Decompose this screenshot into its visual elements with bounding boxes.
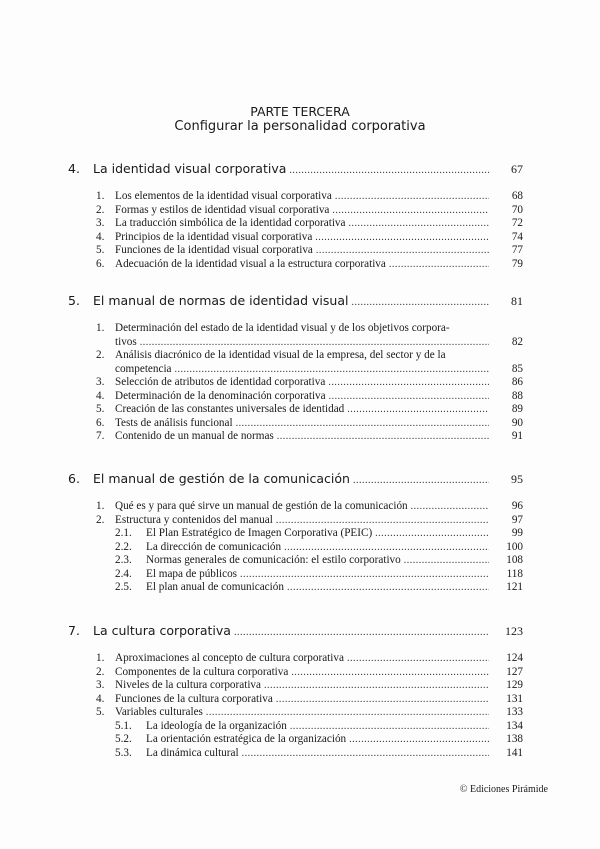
entry-page: 133: [506, 706, 523, 718]
entry-page: 70: [511, 203, 523, 216]
entry-number: 2.: [96, 513, 105, 526]
chapter-heading[interactable]: [68, 470, 525, 488]
dot-leader: [287, 581, 489, 595]
entry-number: 2.1.: [115, 527, 132, 539]
part-header: [0, 104, 600, 134]
toc-subentry[interactable]: [68, 541, 525, 555]
entry-title: tivos: [115, 335, 137, 348]
entry-page: 74: [511, 230, 523, 243]
entry-title: Adecuación de la identidad visual a la estructura corporativa: [115, 257, 386, 270]
entry-number: 6.: [96, 416, 105, 429]
entry-page: 72: [511, 217, 523, 229]
entry-page: 100: [506, 540, 523, 553]
toc-entry[interactable]: [68, 693, 525, 707]
toc-subentry[interactable]: [68, 747, 525, 761]
dot-leader: [276, 514, 489, 528]
toc-entry-line1[interactable]: [68, 322, 525, 336]
entry-number: 3.: [96, 376, 105, 388]
entry-page: 96: [511, 500, 523, 512]
dot-leader: [404, 554, 489, 568]
chapter-number: 7.: [68, 623, 80, 638]
entry-number: 2.5.: [115, 581, 132, 593]
entry-title: Creación de las constantes universales de identidad: [115, 403, 345, 415]
toc-entry[interactable]: [68, 706, 525, 720]
entry-page: 82: [511, 335, 523, 348]
toc-entry[interactable]: [68, 679, 525, 693]
entry-number: 4.: [96, 692, 105, 705]
entry-page: 79: [511, 257, 523, 270]
toc-entry[interactable]: [68, 652, 525, 666]
dot-leader: [289, 162, 489, 180]
dot-leader: [349, 733, 489, 747]
dot-leader: [242, 747, 489, 761]
dot-leader: [329, 390, 489, 404]
part-title: Configurar la personalidad corporativa: [174, 119, 426, 134]
entry-title: La dinámica cultural: [146, 746, 239, 759]
entry-page: 118: [506, 567, 523, 580]
entry-page: 85: [511, 362, 523, 375]
chapter-heading[interactable]: [68, 292, 525, 310]
entry-page: 129: [506, 679, 523, 691]
entry-number: 1.: [96, 322, 105, 334]
dot-leader: [234, 624, 489, 642]
entry-number: 1.: [96, 500, 105, 512]
entry-number: 4.: [96, 389, 105, 402]
entry-title: competencia: [115, 362, 172, 375]
toc-entry[interactable]: [68, 244, 525, 258]
entry-number: 6.: [96, 257, 105, 270]
entry-number: 2.4.: [115, 567, 132, 580]
entry-title-line1: Análisis diacrónico de la identidad visual de la empresa, del sector y de la: [115, 349, 446, 361]
toc-subentry[interactable]: [68, 568, 525, 582]
dot-leader: [347, 652, 489, 666]
chapter-page: 123: [505, 624, 523, 638]
toc-entry[interactable]: [68, 231, 525, 245]
entry-page: 131: [506, 692, 523, 705]
entry-number: 5.: [96, 244, 105, 256]
dot-leader: [332, 204, 489, 218]
entry-title: Tests de análisis funcional: [115, 416, 233, 429]
dot-leader: [240, 568, 489, 582]
toc-chapter: [68, 622, 525, 760]
entry-page: 121: [506, 581, 523, 593]
toc-entry[interactable]: [68, 190, 525, 204]
entry-number: 2.3.: [115, 554, 132, 566]
entry-title: Contenido de un manual de normas: [115, 430, 274, 442]
entry-page: 108: [506, 554, 523, 566]
dot-leader: [328, 376, 489, 390]
toc-entry[interactable]: [68, 336, 525, 350]
dot-leader: [290, 720, 489, 734]
copyright-footer: © Ediciones Pirámide: [459, 784, 548, 795]
entry-page: 68: [511, 190, 523, 202]
entry-title: Normas generales de comunicación: el estilo corporativo: [146, 554, 401, 566]
chapter-title: El manual de normas de identidad visual: [93, 293, 349, 308]
dot-leader: [276, 693, 489, 707]
entry-page: 127: [506, 665, 523, 678]
chapter-title: La cultura corporativa: [93, 623, 231, 638]
chapter-title: El manual de gestión de la comunicación: [93, 471, 350, 486]
entry-number: 1.: [96, 190, 105, 202]
entry-page: 99: [511, 527, 523, 539]
toc-entry[interactable]: [68, 403, 525, 417]
entry-number: 5.2.: [115, 733, 132, 745]
toc-chapter: [68, 292, 525, 444]
entry-title: Funciones de la cultura corporativa: [115, 692, 273, 705]
entry-number: 2.: [96, 349, 105, 361]
dot-leader: [335, 190, 489, 204]
dot-leader: [140, 336, 489, 350]
dot-leader: [389, 258, 489, 272]
chapter-heading[interactable]: [68, 622, 525, 640]
dot-leader: [284, 541, 489, 555]
dot-leader: [411, 500, 489, 514]
entry-title: Niveles de la cultura corporativa: [115, 679, 261, 691]
entry-number: 2.: [96, 203, 105, 216]
dot-leader: [316, 244, 489, 258]
entry-title: Funciones de la identidad visual corporativa: [115, 244, 313, 256]
entry-title: El plan anual de comunicación: [146, 581, 284, 593]
entry-page: 138: [506, 733, 523, 745]
entry-title-line1: Determinación del estado de la identidad visual y de los objetivos corpora-: [115, 322, 450, 334]
entry-title: Determinación de la denominación corporativa: [115, 389, 326, 402]
entry-page: 77: [511, 244, 523, 256]
toc-entry[interactable]: [68, 363, 525, 377]
toc-entry[interactable]: [68, 500, 525, 514]
entry-title: Principios de la identidad visual corporativa: [115, 230, 313, 243]
part-label: PARTE TERCERA: [250, 104, 350, 119]
chapter-number: 5.: [68, 293, 80, 308]
dot-leader: [264, 679, 489, 693]
toc-subentry[interactable]: [68, 554, 525, 568]
entry-title: Formas y estilos de identidad visual corporativa: [115, 203, 330, 216]
dot-leader: [351, 294, 489, 312]
entry-page: 134: [506, 719, 523, 732]
chapter-number: 6.: [68, 471, 80, 486]
entry-number: 1.: [96, 652, 105, 664]
entry-title: Componentes de la cultura corporativa: [115, 665, 289, 678]
entry-page: 90: [511, 416, 523, 429]
entry-title: La traducción simbólica de la identidad corporativa: [115, 217, 346, 229]
entry-number: 5.: [96, 706, 105, 718]
dot-leader: [175, 363, 489, 377]
entry-page: 88: [511, 389, 523, 402]
entry-page: 89: [511, 403, 523, 415]
entry-page: 91: [511, 430, 523, 442]
entry-page: 86: [511, 376, 523, 388]
chapter-page: 95: [511, 472, 523, 486]
toc-entry[interactable]: [68, 514, 525, 528]
entry-title: La dirección de comunicación: [146, 540, 282, 553]
chapter-page: 67: [511, 162, 523, 176]
dot-leader: [347, 403, 489, 417]
dot-leader: [375, 527, 489, 541]
entry-number: 2.2.: [115, 540, 132, 553]
toc-entry[interactable]: [68, 430, 525, 444]
entry-page: 141: [506, 746, 523, 759]
chapter-number: 4.: [68, 161, 80, 176]
entry-number: 2.: [96, 665, 105, 678]
toc-chapter: [68, 160, 525, 271]
entry-number: 3.: [96, 679, 105, 691]
entry-title: Qué es y para qué sirve un manual de gestión de la comunicación: [115, 500, 408, 512]
toc-subentry[interactable]: [68, 581, 525, 595]
entry-title: Variables culturales: [115, 706, 203, 718]
toc-subentry[interactable]: [68, 527, 525, 541]
toc-entry[interactable]: [68, 417, 525, 431]
toc-entry[interactable]: [68, 390, 525, 404]
entry-number: 5.3.: [115, 746, 132, 759]
toc-entry[interactable]: [68, 258, 525, 272]
dot-leader: [236, 417, 489, 431]
toc-subentry[interactable]: [68, 720, 525, 734]
entry-title: El Plan Estratégico de Imagen Corporativa (PEIC): [146, 527, 373, 539]
entry-title: Selección de atributos de identidad corporativa: [115, 376, 326, 388]
entry-title: La ideología de la organización: [146, 719, 287, 732]
toc-chapter: [68, 470, 525, 595]
entry-number: 4.: [96, 230, 105, 243]
toc-entry-line1[interactable]: [68, 349, 525, 363]
toc-entry[interactable]: [68, 217, 525, 231]
toc-subentry[interactable]: [68, 733, 525, 747]
chapter-page: 81: [511, 294, 523, 308]
dot-leader: [277, 430, 489, 444]
entry-page: 124: [506, 652, 523, 664]
entry-title: Aproximaciones al concepto de cultura corporativa: [115, 652, 344, 664]
entry-number: 5.1.: [115, 719, 132, 732]
chapter-heading[interactable]: [68, 160, 525, 178]
dot-leader: [206, 706, 489, 720]
entry-title: El mapa de públicos: [146, 567, 238, 580]
dot-leader: [315, 231, 489, 245]
entry-number: 3.: [96, 217, 105, 229]
entry-number: 5.: [96, 403, 105, 415]
entry-number: 7.: [96, 430, 105, 442]
toc-entry[interactable]: [68, 376, 525, 390]
entry-title: La orientación estratégica de la organización: [146, 733, 347, 745]
toc-entry[interactable]: [68, 204, 525, 218]
chapter-title: La identidad visual corporativa: [93, 161, 287, 176]
toc-entry[interactable]: [68, 666, 525, 680]
dot-leader: [291, 666, 489, 680]
dot-leader: [353, 472, 489, 490]
entry-page: 97: [511, 513, 523, 526]
entry-title: Estructura y contenidos del manual: [115, 513, 273, 526]
entry-title: Los elementos de la identidad visual corporativa: [115, 190, 332, 202]
dot-leader: [349, 217, 490, 231]
